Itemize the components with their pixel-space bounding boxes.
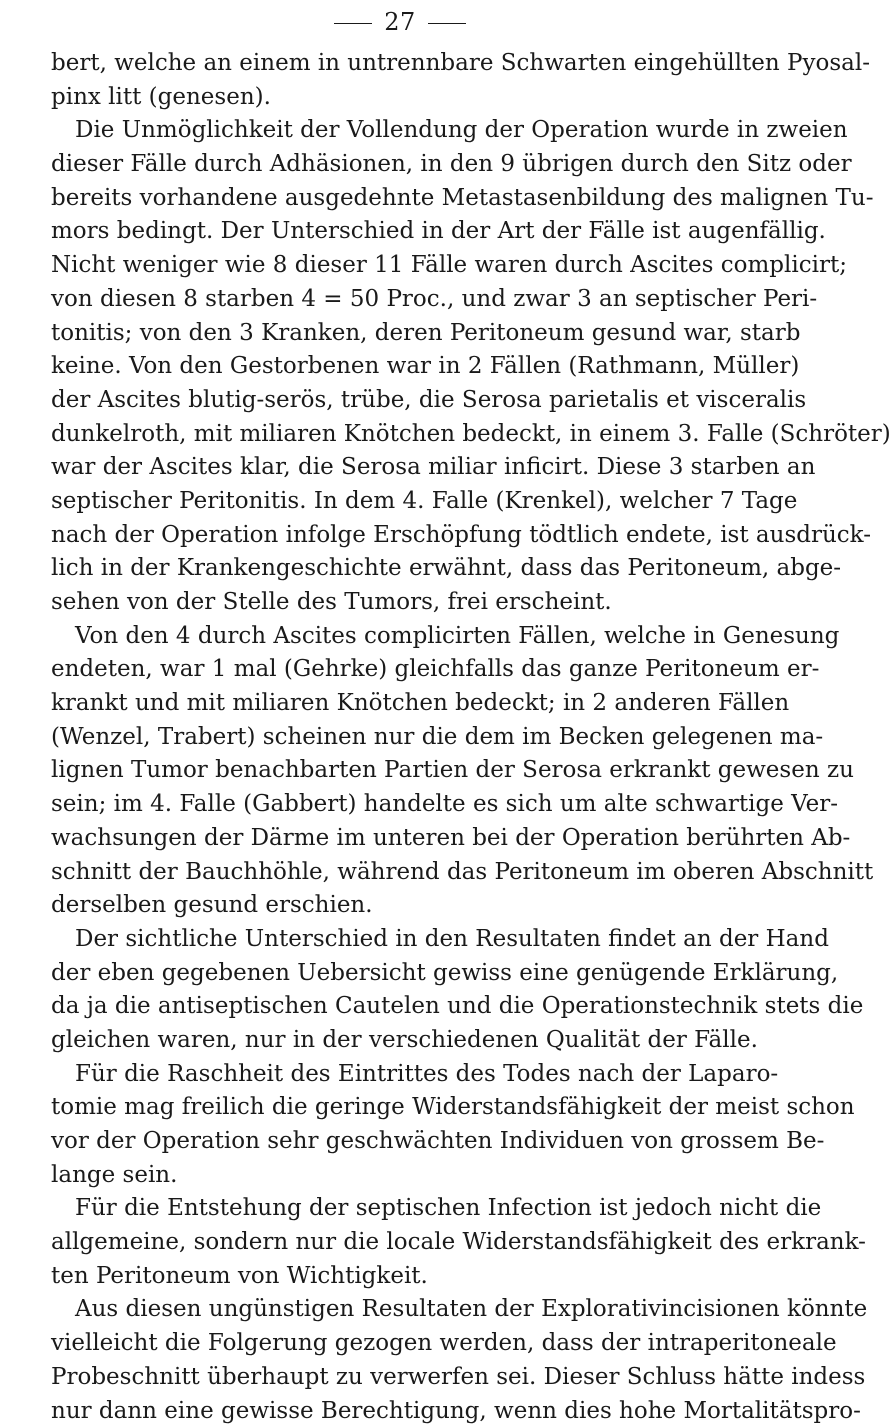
- text-line: mors bedingt. Der Unterschied in der Art der Fälle ist augenfällig.: [51, 215, 770, 249]
- paragraph: [51, 923, 770, 1058]
- text-line: ten Peritoneum von Wichtigkeit.: [51, 1260, 770, 1294]
- text-line: sein; im 4. Falle (Gabbert) handelte es sich um alte schwartige Ver-: [51, 788, 770, 822]
- header-dash-left: [334, 23, 372, 24]
- text-line: Probeschnitt überhaupt zu verwerfen sei. Dieser Schluss hätte indess: [51, 1361, 770, 1395]
- paragraph: [51, 114, 770, 619]
- text-line: vielleicht die Folgerung gezogen werden, dass der intraperitoneale: [51, 1327, 770, 1361]
- text-line: lange sein.: [51, 1159, 770, 1193]
- paragraph: [51, 1192, 770, 1293]
- page-number: 27: [384, 8, 416, 36]
- text-line: keine. Von den Gestorbenen war in 2 Fällen (Rathmann, Müller): [51, 350, 770, 384]
- text-line: sehen von der Stelle des Tumors, frei erscheint.: [51, 586, 770, 620]
- header-dash-right: [428, 23, 466, 24]
- text-line: tonitis; von den 3 Kranken, deren Peritoneum gesund war, starb: [51, 317, 770, 351]
- text-line: dunkelroth, mit miliaren Knötchen bedeckt, in einem 3. Falle (Schröter): [51, 418, 770, 452]
- text-line: nur dann eine gewisse Berechtigung, wenn dies hohe Mortalitätspro-: [51, 1395, 770, 1428]
- text-line: von diesen 8 starben 4 = 50 Proc., und zwar 3 an septischer Peri-: [51, 283, 770, 317]
- text-line: allgemeine, sondern nur die locale Widerstandsfähigkeit des erkrank-: [51, 1226, 770, 1260]
- text-line: krankt und mit miliaren Knötchen bedeckt; in 2 anderen Fällen: [51, 687, 770, 721]
- text-line: derselben gesund erschien.: [51, 889, 770, 923]
- text-line: dieser Fälle durch Adhäsionen, in den 9 übrigen durch den Sitz oder: [51, 148, 770, 182]
- text-line: septischer Peritonitis. In dem 4. Falle (Krenkel), welcher 7 Tage: [51, 485, 770, 519]
- text-line: Für die Entstehung der septischen Infection ist jedoch nicht die: [51, 1192, 770, 1226]
- paragraph: [51, 1293, 770, 1428]
- text-line: Der sichtliche Unterschied in den Resultaten findet an der Hand: [51, 923, 770, 957]
- text-line: nach der Operation infolge Erschöpfung tödtlich endete, ist ausdrück-: [51, 519, 770, 553]
- text-line: wachsungen der Därme im unteren bei der Operation berührten Ab-: [51, 822, 770, 856]
- text-line: der Ascites blutig-serös, trübe, die Serosa parietalis et visceralis: [51, 384, 770, 418]
- text-line: Aus diesen ungünstigen Resultaten der Explorativincisionen könnte: [51, 1293, 770, 1327]
- text-line: vor der Operation sehr geschwächten Individuen von grossem Be-: [51, 1125, 770, 1159]
- text-line: bert, welche an einem in untrennbare Schwarten eingehüllten Pyosal-: [51, 47, 770, 81]
- body-text: [51, 47, 770, 1428]
- text-line: Von den 4 durch Ascites complicirten Fällen, welche in Genesung: [51, 620, 770, 654]
- text-line: schnitt der Bauchhöhle, während das Peritoneum im oberen Abschnitt: [51, 856, 770, 890]
- text-line: lignen Tumor benachbarten Partien der Serosa erkrankt gewesen zu: [51, 754, 770, 788]
- paragraph: [51, 620, 770, 923]
- text-line: war der Ascites klar, die Serosa miliar inficirt. Diese 3 starben an: [51, 451, 770, 485]
- text-line: bereits vorhandene ausgedehnte Metastasenbildung des malignen Tu-: [51, 182, 770, 216]
- paragraph: [51, 1058, 770, 1193]
- text-line: da ja die antiseptischen Cautelen und die Operationstechnik stets die: [51, 990, 770, 1024]
- text-line: der eben gegebenen Uebersicht gewiss eine genügende Erklärung,: [51, 957, 770, 991]
- text-line: pinx litt (genesen).: [51, 81, 770, 115]
- text-line: endeten, war 1 mal (Gehrke) gleichfalls das ganze Peritoneum er-: [51, 653, 770, 687]
- text-line: tomie mag freilich die geringe Widerstandsfähigkeit der meist schon: [51, 1091, 770, 1125]
- paragraph: [51, 47, 770, 114]
- text-line: Für die Raschheit des Eintrittes des Todes nach der Laparo-: [51, 1058, 770, 1092]
- text-line: (Wenzel, Trabert) scheinen nur die dem im Becken gelegenen ma-: [51, 721, 770, 755]
- text-line: lich in der Krankengeschichte erwähnt, dass das Peritoneum, abge-: [51, 552, 770, 586]
- page-header: [0, 6, 800, 38]
- text-line: Nicht weniger wie 8 dieser 11 Fälle waren durch Ascites complicirt;: [51, 249, 770, 283]
- text-line: gleichen waren, nur in der verschiedenen Qualität der Fälle.: [51, 1024, 770, 1058]
- text-line: Die Unmöglichkeit der Vollendung der Operation wurde in zweien: [51, 114, 770, 148]
